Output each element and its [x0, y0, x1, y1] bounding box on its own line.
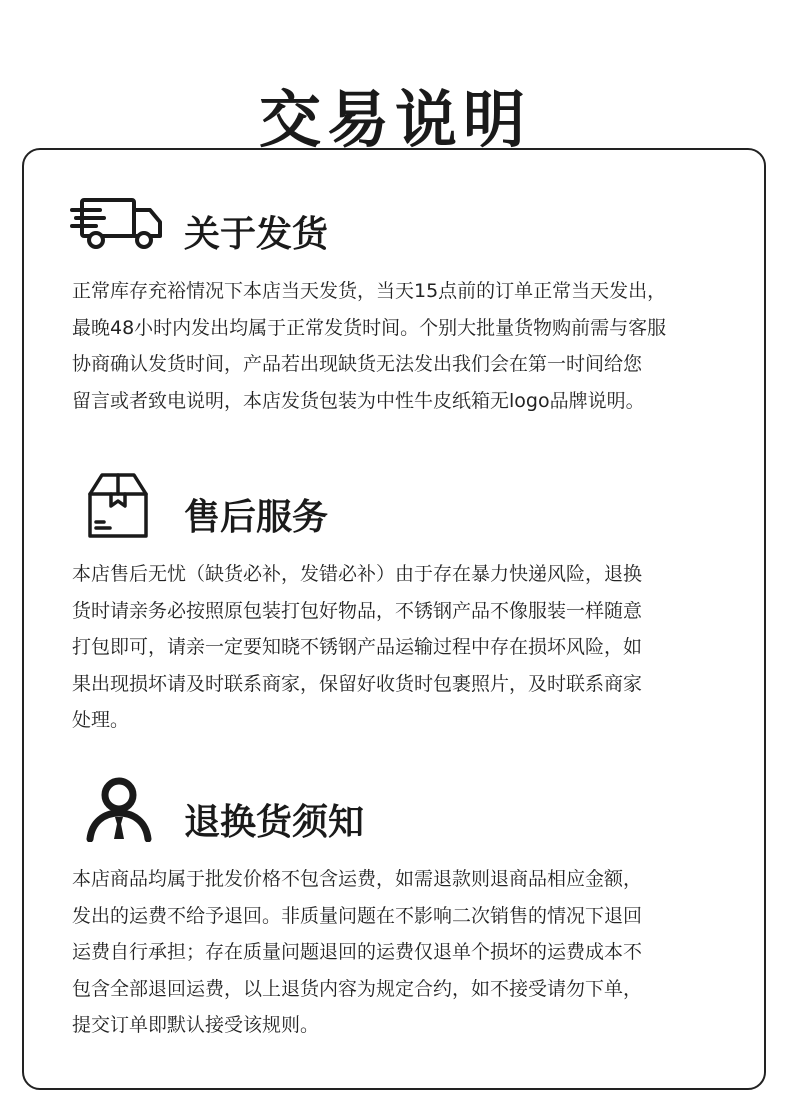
after-sales-heading: 售后服务 — [184, 497, 329, 538]
text-line: 本店售后无忧（缺货必补，发错必补）由于存在暴力快递风险，退换 — [72, 563, 643, 585]
delivery-truck-icon — [70, 196, 164, 252]
text-line: 运费自行承担；存在质量问题退回的运费仅退单个损坏的运费成本不 — [72, 941, 643, 963]
text-line: 正常库存充裕情况下本店当天发货，当天15点前的订单正常当天发出， — [72, 280, 667, 302]
text-line: 果出现损坏请及时联系商家，保留好收货时包裹照片，及时联系商家 — [72, 672, 643, 695]
returns-heading: 退换货须知 — [184, 802, 365, 843]
text-line: 处理。 — [72, 709, 130, 731]
text-line: 包含全部退回运费，以上退货内容为规定合约，如不接受请勿下单， — [72, 977, 643, 1000]
text-line: 本店商品均属于批发价格不包含运费，如需退款则退商品相应金额， — [72, 868, 643, 890]
customer-service-person-icon — [84, 776, 154, 842]
text-line: 打包即可，请亲一定要知晓不锈钢产品运输过程中存在损坏风险，如 — [72, 636, 643, 658]
package-box-icon — [86, 472, 150, 540]
shipping-heading: 关于发货 — [184, 214, 329, 255]
text-line: 发出的运费不给予退回。非质量问题在不影响二次销售的情况下退回 — [72, 904, 643, 927]
shipping-text — [72, 273, 752, 419]
returns-text — [72, 861, 752, 1044]
text-line: 提交订单即默认接受该规则。 — [72, 1014, 320, 1036]
text-line: 最晚48小时内发出均属于正常发货时间。个别大批量货物购前需与客服 — [72, 316, 667, 339]
text-line: 货时请亲务必按照原包装打包好物品，不锈钢产品不像服装一样随意 — [72, 599, 643, 622]
text-line: 协商确认发货时间，产品若出现缺货无法发出我们会在第一时间给您 — [72, 353, 643, 375]
page-title: 交易说明 — [258, 82, 531, 156]
after-sales-text — [72, 556, 752, 739]
text-line: 留言或者致电说明，本店发货包装为中性牛皮纸箱无logo品牌说明。 — [72, 389, 645, 412]
